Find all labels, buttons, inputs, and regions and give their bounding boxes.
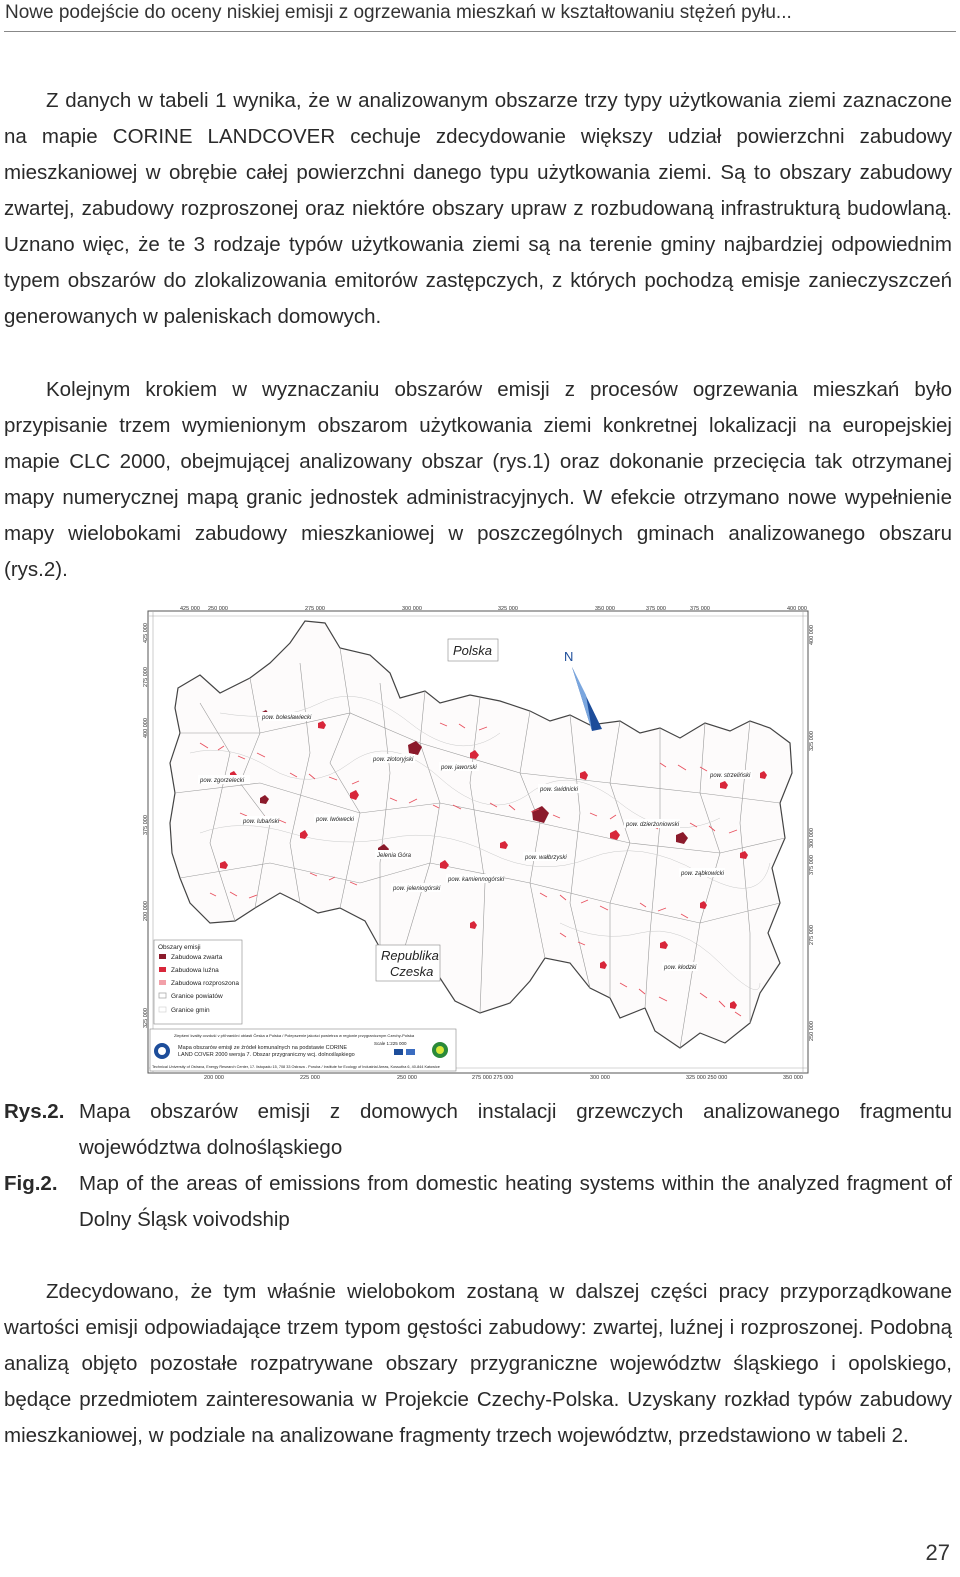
top-tick: 375 000: [646, 606, 666, 612]
caption-english-label: Fig.2.: [4, 1172, 58, 1195]
caption-english: [4, 1166, 952, 1238]
map-legend: [154, 940, 242, 1024]
legend-title: Obszary emisji: [158, 944, 201, 951]
bottom-tick: 325 000 250 000: [686, 1075, 728, 1081]
map-footer: [150, 1029, 456, 1071]
left-tick: 375 000: [143, 815, 149, 835]
district-label: pow. kłodzki: [664, 965, 697, 971]
right-tick: 325 000: [809, 731, 815, 751]
district-label: pow. ząbkowicki: [681, 871, 725, 877]
footer-scale: Scale 1:225 000: [374, 1041, 407, 1046]
top-tick: 350 000: [595, 606, 615, 612]
legend-item: Zabudowa zwarta: [171, 954, 223, 961]
district-label: pow. świdnicki: [540, 787, 579, 793]
right-tick: 275 000: [809, 925, 815, 945]
bottom-tick: 225 000: [300, 1075, 320, 1081]
header-rule: [4, 31, 956, 32]
district-label: pow. złotoryjski: [373, 757, 414, 763]
legend-item: Zabudowa rozproszona: [171, 980, 239, 987]
top-tick: 300 000: [402, 606, 422, 612]
running-title: Nowe podejście do oceny niskiej emisji z ogrzewania mieszkań w kształtowaniu stężeń pyłu...: [5, 2, 792, 23]
district-label: pow. zgorzelecki: [200, 778, 245, 784]
legend-swatch: [159, 980, 166, 985]
paragraph-3-text: Zdecydowano, że tym właśnie wielobokom zostaną w dalszej części pracy przyporządkowane wartości emisji odpowiadające trzem typom gęstości zabudowy: zwartej, luźnej i rozproszonej. Podobną analizą objęto pozostałe rozpatrywane obszary przygraniczne województw śląskiego i opolskiego, będące przedmiotem zainteresowania w Projekcie Czechy-Polska. Uzyskany rozkład typów zabudowy mieszkaniowej, w podziale na analizowane fragmenty trzech województw, przedstawiono w tabeli 2.: [4, 1280, 952, 1447]
legend-item: Granice gmin: [171, 1007, 210, 1014]
legend-item: Zabudowa luźna: [171, 967, 219, 974]
legend-swatch: [159, 954, 166, 959]
top-tick: 425 000: [180, 606, 200, 612]
emission-map-figure: [140, 603, 816, 1081]
district-label: pow. kamiennogórski: [448, 877, 505, 883]
bottom-tick: 350 000: [783, 1075, 803, 1081]
top-tick: 250 000: [208, 606, 228, 612]
emission-map: [140, 603, 816, 1081]
district-label: pow. bolesławiecki: [262, 715, 312, 721]
legend-item: Granice powiatów: [171, 993, 223, 1000]
project-flag-icon: [406, 1049, 415, 1055]
left-tick: 200 000: [143, 901, 149, 921]
district-label: Jelenia Góra: [377, 853, 412, 859]
footer-authors: Technical University of Ostrava, Energy Research Center, 17. listopadu 15, 708 33 Ostrava - Poruba / Institute for Ecology of Industrial Areas, Kossutha 6, 40-844 Katowice: [152, 1065, 440, 1069]
right-tick: 250 000: [809, 1021, 815, 1041]
district-label: pow. wałbrzyski: [525, 855, 567, 861]
bottom-tick: 200 000: [204, 1075, 224, 1081]
page-number: 27: [925, 1540, 950, 1565]
caption-english-text: Map of the areas of emissions from domestic heating systems within the analyzed fragment of Dolny Śląsk voivodship: [79, 1172, 952, 1231]
district-label: pow. lubański: [243, 819, 280, 825]
north-label: N: [564, 649, 574, 664]
left-tick: 275 000: [143, 667, 149, 687]
caption-polish-label: Rys.2.: [4, 1100, 65, 1123]
top-tick: 375 000: [690, 606, 710, 612]
district-label: pow. dzierżoniowski: [626, 822, 680, 828]
footer-map-title-2: LAND COVER 2000 wersja 7. Obszar przygraniczny wcj. dolnośląskiego: [178, 1052, 355, 1058]
paragraph-1-text: Z danych w tabeli 1 wynika, że w analizowanym obszarze trzy typy użytkowania ziemi zaznaczone na mapie CORINE LANDCOVER cechuje zdecydowanie większy udział powierzchni zabudowy mieszkaniowej w obrębie całej powierzchni danego typu użytkowania ziemi. Są to obszary zabudowy zwartej, zabudowy rozproszonej oraz niektóre obszary upraw z rozbudowaną infrastrukturą budowlaną. Uznano więc, że te 3 rodzaje typów użytkowania ziemi są na terenie gminy najbardziej odpowiednim typem obszarów do zlokalizowania emitorów zastępczych, z których pochodzą emisje zanieczyszczeń generowanych w paleniskach domowych.: [4, 89, 952, 328]
top-tick: 400 000: [787, 606, 807, 612]
top-tick: 275 000: [305, 606, 325, 612]
district-label: pow. jeleniogórski: [393, 886, 441, 892]
label-czech-line2: Czeska: [390, 964, 434, 979]
right-tick: 375 000: [809, 855, 815, 875]
left-tick: 425 000: [143, 623, 149, 643]
left-tick: 400 000: [143, 718, 149, 738]
district-label: pow. jaworski: [441, 765, 477, 771]
right-tick: 400 000: [809, 625, 815, 645]
caption-polish: [4, 1094, 952, 1166]
bottom-tick: 300 000: [590, 1075, 610, 1081]
footer-project: Zlepšení kvality ovzduší v příhraniční oblasti Česka a Polska / Polepszenie jakości powietrza w regionie przygranicznym Czechy-Polska: [174, 1033, 415, 1038]
district-label: pow. strzeliński: [710, 773, 751, 779]
footer-map-title-1: Mapa obszarów emisji ze źródeł komunalnych na podstawie CORINE: [178, 1045, 348, 1051]
paragraph-3: [4, 1274, 952, 1454]
left-tick: 325 000: [143, 1008, 149, 1028]
right-tick: 300 000: [809, 828, 815, 848]
legend-swatch: [159, 967, 166, 972]
caption-polish-text: Mapa obszarów emisji z domowych instalacji grzewczych analizowanego fragmentu województwa dolnośląskiego: [79, 1100, 952, 1159]
paragraph-2-text: Kolejnym krokiem w wyznaczaniu obszarów emisji z procesów ogrzewania mieszkań było przypisanie trzem wymienionym obszarom użytkowania ziemi konkretnej lokalizacji na europejskiej mapie CLC 2000, obejmującej analizowany obszar (rys.1) oraz dokonanie przecięcia tak otrzymanej mapy numerycznej mapą granic jednostek administracyjnych. W efekcie otrzymano nowe wypełnienie mapy wielobokami zabudowy mieszkaniowej w poszczególnych gminach analizowanego obszaru (rys.2).: [4, 378, 952, 581]
paragraph-2: [4, 372, 952, 588]
district-label: pow. lwówecki: [316, 817, 355, 823]
label-poland: Polska: [453, 643, 493, 658]
paragraph-1: [4, 83, 952, 335]
bottom-tick: 250 000: [397, 1075, 417, 1081]
label-czech-line1: Republika: [381, 948, 439, 963]
bottom-tick: 275 000 275 000: [472, 1075, 514, 1081]
top-tick: 325 000: [498, 606, 518, 612]
eu-flag-icon: [394, 1049, 403, 1055]
